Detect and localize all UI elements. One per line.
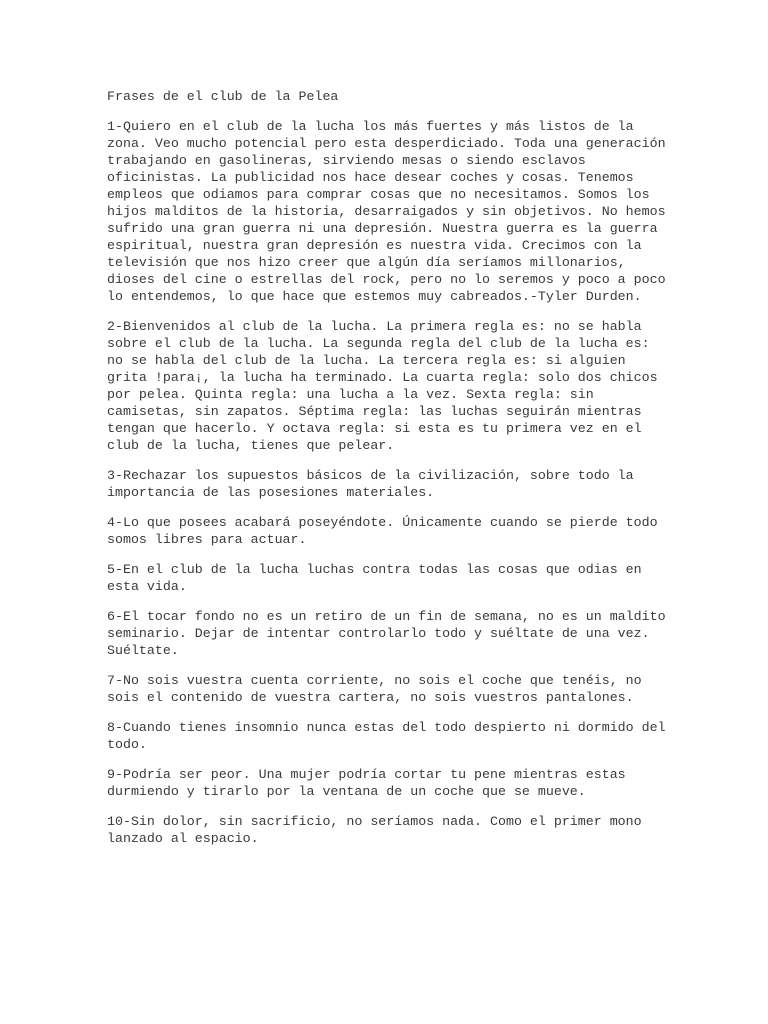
quote-paragraph-5 [107, 561, 667, 595]
text-line: Suéltate. [107, 643, 179, 658]
text-line: somos libres para actuar. [107, 532, 307, 547]
document-page [107, 88, 667, 860]
quote-paragraph-10 [107, 813, 667, 847]
text-line: esta vida. [107, 579, 187, 594]
document-title: Frases de el club de la Pelea [107, 89, 339, 104]
text-line: 9-Podría ser peor. Una mujer podría cortar tu pene mientras estas [107, 767, 626, 782]
text-line: por pelea. Quinta regla: una lucha a la vez. Sexta regla: sin [107, 387, 594, 402]
quote-paragraph-7 [107, 672, 667, 706]
text-line: trabajando en gasolineras, sirviendo mesas o siendo esclavos [107, 153, 586, 168]
text-line: importancia de las posesiones materiales. [107, 485, 435, 500]
text-line: sufrido una gran guerra ni una depresión. Nuestra guerra es la guerra [107, 221, 658, 236]
text-line: 10-Sin dolor, sin sacrificio, no seríamos nada. Como el primer mono [107, 814, 642, 829]
text-line: lo entendemos, lo que hace que estemos muy cabreados.-Tyler Durden. [107, 289, 642, 304]
text-line: 2-Bienvenidos al club de la lucha. La primera regla es: no se habla [107, 319, 642, 334]
quote-paragraph-1 [107, 118, 667, 305]
quote-paragraph-9 [107, 766, 667, 800]
text-line: oficinistas. La publicidad nos hace desear coches y cosas. Tenemos [107, 170, 634, 185]
text-line: 1-Quiero en el club de la lucha los más fuertes y más listos de la [107, 119, 634, 134]
text-line: sois el contenido de vuestra cartera, no sois vuestros pantalones. [107, 690, 634, 705]
text-line: 3-Rechazar los supuestos básicos de la civilización, sobre todo la [107, 468, 634, 483]
text-line: seminario. Dejar de intentar controlarlo todo y suéltate de una vez. [107, 626, 650, 641]
text-line: televisión que nos hizo creer que algún día seríamos millonarios, [107, 255, 626, 270]
quote-paragraph-6 [107, 608, 667, 659]
text-line: hijos malditos de la historia, desarraigados y sin objetivos. No hemos [107, 204, 666, 219]
text-line: zona. Veo mucho potencial pero esta desperdiciado. Toda una generación [107, 136, 666, 151]
text-line: 7-No sois vuestra cuenta corriente, no sois el coche que tenéis, no [107, 673, 642, 688]
quote-paragraph-3 [107, 467, 667, 501]
text-line: camisetas, sin zapatos. Séptima regla: las luchas seguirán mientras [107, 404, 642, 419]
text-line: todo. [107, 737, 147, 752]
text-line: 6-El tocar fondo no es un retiro de un fin de semana, no es un maldito [107, 609, 666, 624]
text-line: espiritual, nuestra gran depresión es nuestra vida. Crecimos con la [107, 238, 642, 253]
text-line: dioses del cine o estrellas del rock, pero no lo seremos y poco a poco [107, 272, 666, 287]
text-line: tengan que hacerlo. Y octava regla: si esta es tu primera vez en el [107, 421, 642, 436]
quote-paragraph-8 [107, 719, 667, 753]
text-line: durmiendo y tirarlo por la ventana de un coche que se mueve. [107, 784, 586, 799]
quote-paragraph-2 [107, 318, 667, 454]
text-line: lanzado al espacio. [107, 831, 259, 846]
quote-paragraph-4 [107, 514, 667, 548]
text-line: grita !para¡, la lucha ha terminado. La cuarta regla: solo dos chicos [107, 370, 658, 385]
text-line: sobre el club de la lucha. La segunda regla del club de la lucha es: [107, 336, 650, 351]
text-line: 4-Lo que posees acabará poseyéndote. Únicamente cuando se pierde todo [107, 515, 658, 530]
text-line: 8-Cuando tienes insomnio nunca estas del todo despierto ni dormido del [107, 720, 666, 735]
text-line: no se habla del club de la lucha. La tercera regla es: si alguien [107, 353, 626, 368]
text-line: empleos que odiamos para comprar cosas que no necesitamos. Somos los [107, 187, 650, 202]
text-line: club de la lucha, tienes que pelear. [107, 438, 395, 453]
text-line: 5-En el club de la lucha luchas contra todas las cosas que odias en [107, 562, 642, 577]
